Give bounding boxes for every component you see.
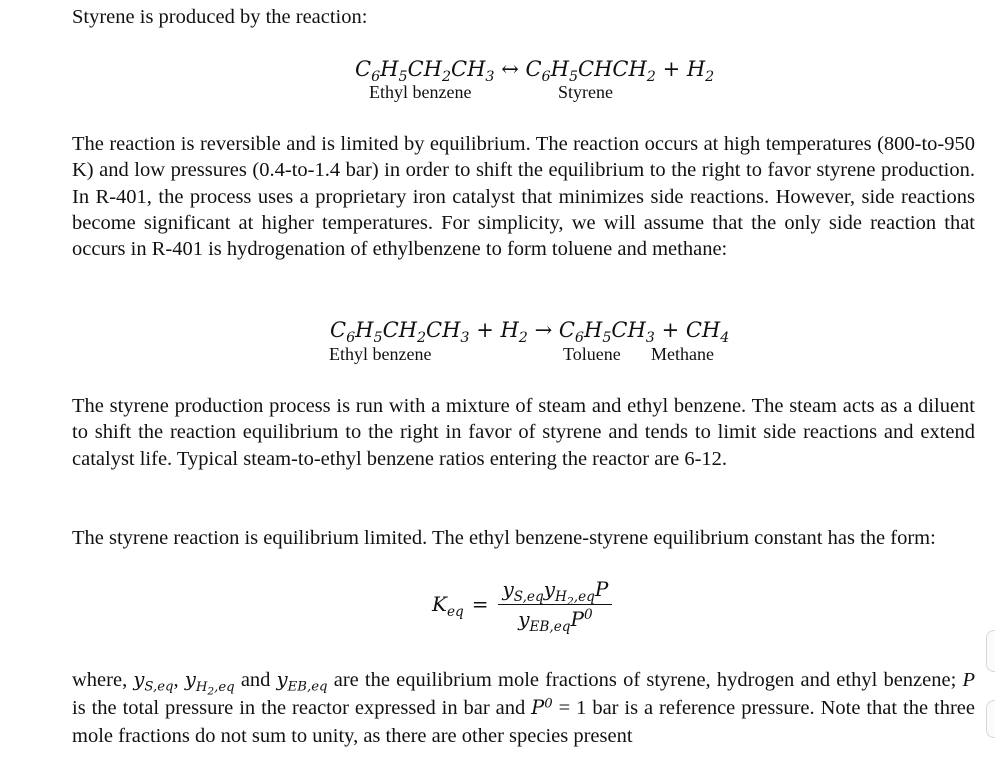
scroll-edge-handle-lower[interactable] xyxy=(986,700,995,738)
label-styrene: Styrene xyxy=(558,82,613,102)
keq-denominator: $y_{EB,eq}P^0$ xyxy=(518,606,593,635)
intro-text: Styrene is produced by the reaction: xyxy=(72,6,368,28)
label-toluene: Toluene xyxy=(563,344,621,364)
reaction-2-equation: $C_6H_5CH_2CH_3 + H_2 \to C_6H_5CH_3 + CH_4$ xyxy=(330,318,730,346)
paragraph-variable-definitions: where, $y_{S,eq}$, $y_{H_2,eq}$ and $y_{EB,eq}$ are the equilibrium mole fractions of styrene, hydrogen and ethyl benzene; P is the total pressure in the reactor expressed in bar and $P^0 = 1$ bar is a reference pressure. Note that the three mole fractions do not sum to unity, as there are other species present xyxy=(72,668,976,747)
keq-symbol: $K_{eq}$ xyxy=(432,591,464,620)
label-ethyl-benzene-1: Ethyl benzene xyxy=(369,82,472,102)
paragraph-reaction-conditions: The reaction is reversible and is limited by equilibrium. The reaction occurs at high temperatures (800-to-950 K) and low pressures (0.4-to-1.4 bar) in order to shift the equilibrium to the right to favor styrene production. In R-401, the process uses a proprietary iron catalyst that minimizes side reactions. However, side reactions become significant at higher temperatures. For simplicity, we will assume that the only side reaction that occurs in R-401 is hydrogenation of ethylbenzene to form toluene and methane: xyxy=(72,133,975,261)
label-ethyl-benzene-2: Ethyl benzene xyxy=(329,344,432,364)
paragraph-steam-diluent: The styrene production process is run with a mixture of steam and ethyl benzene. The steam acts as a diluent to shift the reaction equilibrium to the right in favor of styrene and tends to limit side reactions and extend catalyst life. Typical steam-to-ethyl benzene ratios entering the reactor are 6-12. xyxy=(72,395,975,470)
reaction-1-equation: $C_6H_5CH_2CH_3$ ↔ $C_6H_5CHCH_2 + H_2$ xyxy=(355,57,715,85)
keq-equation: $K_{eq}$ = $\frac{y_{S,eq}y_{H_2,eq}P}{y_{EB,eq}P^0}$ xyxy=(432,577,612,631)
keq-fraction xyxy=(498,577,612,635)
paragraph-equilibrium-constant: The styrene reaction is equilibrium limited. The ethyl benzene-styrene equilibrium constant has the form: xyxy=(72,527,936,549)
scroll-edge-handle[interactable] xyxy=(986,630,995,672)
keq-numerator: $y_{S,eq}y_{H_2,eq}P$ xyxy=(498,577,612,605)
label-methane: Methane xyxy=(651,344,714,364)
